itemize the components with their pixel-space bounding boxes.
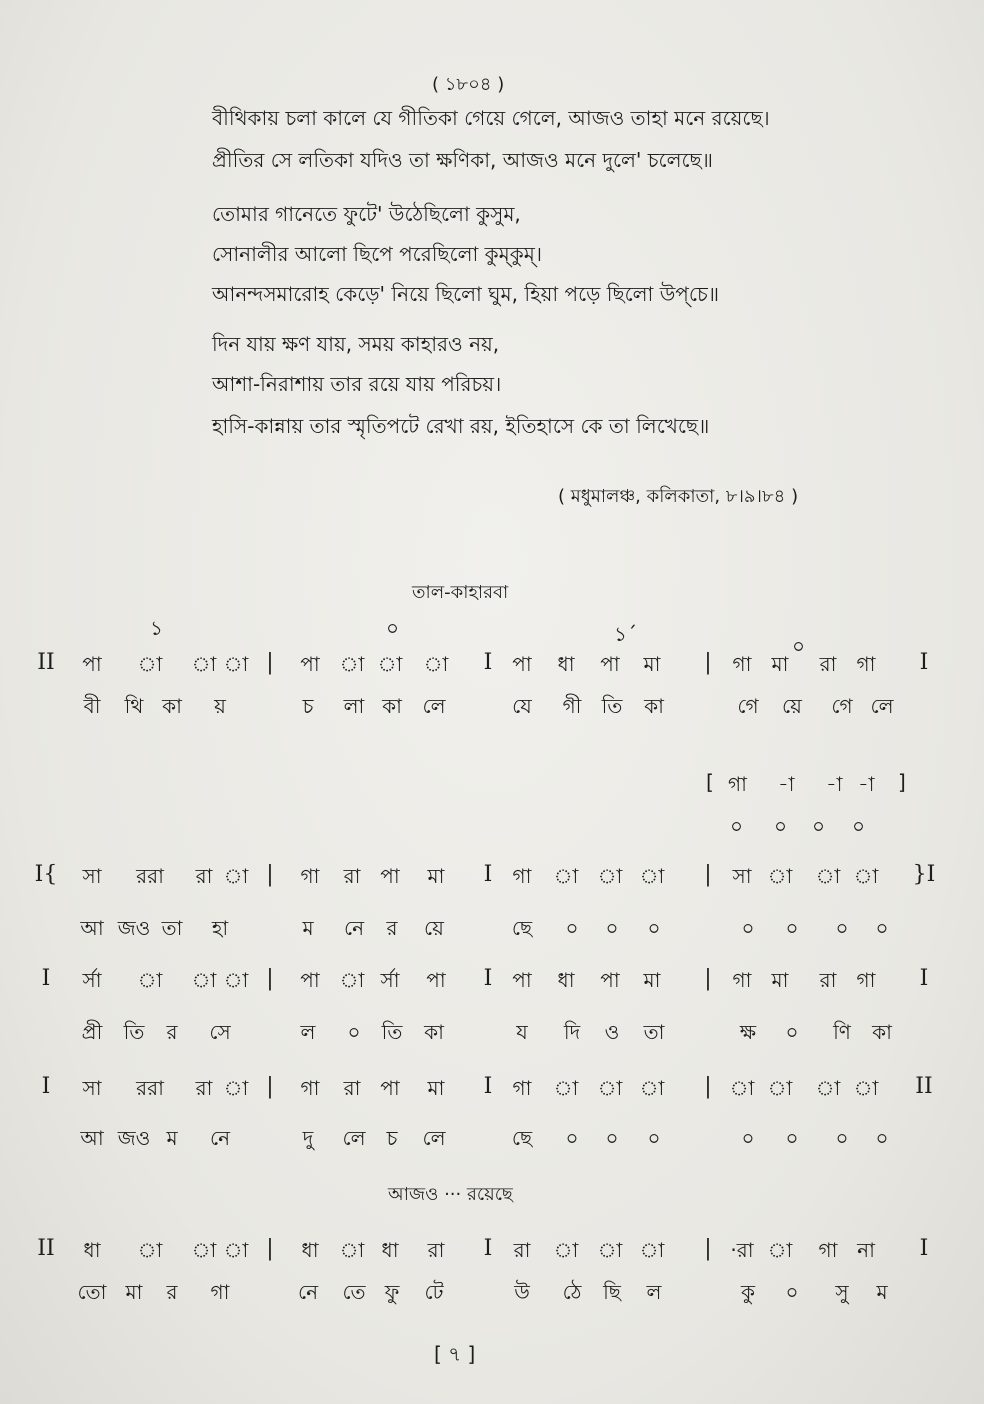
swara: রা <box>195 1076 213 1100</box>
swara: া <box>815 864 841 888</box>
lyric-syllable: যে <box>512 694 532 718</box>
lyric-syllable: চ <box>302 694 314 718</box>
swara: সা <box>82 1076 102 1100</box>
swara: রা <box>195 864 213 888</box>
swara: ধা <box>83 1238 101 1262</box>
swara: ধা <box>381 1238 399 1262</box>
line4-lyric-row <box>0 1124 984 1158</box>
lyric-syllable: ম <box>166 1126 178 1150</box>
swara: গা <box>300 1076 320 1100</box>
swara: া <box>597 1238 623 1262</box>
poem-line: আনন্দসমারোহ কেড়ে' নিয়ে ছিলো ঘুম, হিয়া পড়ে ছিলো উপ্‌চে॥ <box>212 282 720 306</box>
lyric-syllable: কা <box>872 1020 892 1044</box>
song-number: ( ১৮০৪ ) <box>432 74 505 95</box>
swara: া <box>191 1238 217 1262</box>
swara: গা <box>732 652 752 676</box>
bar-line: | <box>266 1236 274 1261</box>
lyric-syllable: ছি <box>603 1280 621 1304</box>
lyric-syllable: গা <box>210 1280 230 1304</box>
taal-mark-1: ১ <box>150 616 163 640</box>
lyric-syllable: গী <box>562 694 582 718</box>
lyric-syllable: ০ <box>741 1126 755 1150</box>
swara: া <box>815 1076 841 1100</box>
swara: া <box>339 968 365 992</box>
lyric-syllable: ০ <box>875 1126 889 1150</box>
lyric-syllable: নে <box>343 916 365 940</box>
lyric-syllable: নে <box>209 1126 231 1150</box>
line3-swara-row <box>0 966 984 1000</box>
swara: া <box>597 864 623 888</box>
taal-mark-3: ১´ <box>614 622 637 646</box>
lyric-syllable: কা <box>162 694 182 718</box>
swara: া <box>377 652 403 676</box>
refrain: আজও ··· রয়েছে <box>388 1184 513 1205</box>
bar-line: I <box>919 1236 929 1261</box>
swara: মা <box>427 1076 445 1100</box>
lyric-syllable: য় <box>214 694 226 718</box>
lyric-syllable: সে <box>209 1020 231 1044</box>
swara: া <box>137 652 163 676</box>
bar-line: | <box>704 862 712 887</box>
lyric-syllable: গে <box>737 694 759 718</box>
swara: া <box>729 1076 755 1100</box>
lyric-syllable: ০ <box>835 916 849 940</box>
lyric-syllable: আ <box>80 916 104 940</box>
lyric-syllable: ০ <box>785 1020 799 1044</box>
lyric-syllable: জও <box>117 916 151 940</box>
taal-mark-2: ০ <box>386 616 400 640</box>
swara: গা <box>732 968 752 992</box>
swara: পা <box>300 968 320 992</box>
swara: া <box>223 1238 249 1262</box>
bar-line: | <box>266 1074 274 1099</box>
lyric-syllable: তি <box>123 1020 145 1044</box>
swara: া <box>767 864 793 888</box>
lyric-syllable: লে <box>422 694 446 718</box>
alt-lyric: ০ <box>730 814 744 838</box>
lyric-syllable: য <box>516 1020 528 1044</box>
swara: মা <box>427 864 445 888</box>
bar-line: I <box>483 862 493 887</box>
bar-line: II <box>37 650 55 675</box>
bar-line: }I <box>912 862 936 887</box>
lyric-syllable: লে <box>422 1126 446 1150</box>
bar-line: | <box>266 862 274 887</box>
swara: গা <box>818 1238 838 1262</box>
swara: া <box>339 652 365 676</box>
line2-lyric-row <box>0 914 984 948</box>
swara: গা <box>300 864 320 888</box>
swara: ধা <box>557 968 575 992</box>
swara: রা <box>343 1076 361 1100</box>
swara: রা <box>343 864 361 888</box>
lyric-syllable: সু <box>835 1280 849 1304</box>
swara: র্সা <box>380 968 400 992</box>
lyric-syllable: কা <box>644 694 664 718</box>
lyric-syllable: র <box>386 916 398 940</box>
taal-title: তাল-কাহারবা <box>412 582 509 603</box>
swara: া <box>553 1076 579 1100</box>
swara: া <box>553 864 579 888</box>
lyric-syllable: তা <box>161 916 183 940</box>
lyric-syllable: চ <box>386 1126 398 1150</box>
lyric-syllable: ০ <box>565 1126 579 1150</box>
poem-line: আশা-নিরাশায় তার রয়ে যায় পরিচয়। <box>212 372 502 396</box>
swara: া <box>767 1076 793 1100</box>
lyric-syllable: টে <box>424 1280 444 1304</box>
poem-line: হাসি-কান্নায় তার স্মৃতিপটে রেখা রয়, ইতিহাসে কে তা লিখেছে॥ <box>212 414 710 438</box>
alt-lyric: ০ <box>774 814 788 838</box>
lyric-syllable: ছে <box>511 916 533 940</box>
lyric-syllable: থি <box>124 694 144 718</box>
lyric-syllable: ০ <box>565 916 579 940</box>
taal-mark-4: ০ <box>792 634 806 658</box>
bar-line: | <box>704 650 712 675</box>
swara: ররা <box>136 1076 164 1100</box>
swara: া <box>639 1238 665 1262</box>
lyric-syllable: তো <box>77 1280 107 1304</box>
lyric-syllable: বী <box>83 694 101 718</box>
lyric-syllable: দু <box>302 1126 314 1150</box>
swara: সা <box>732 864 752 888</box>
lyric-syllable: ছে <box>511 1126 533 1150</box>
swara: মা <box>643 652 661 676</box>
alt-lyric: ০ <box>812 814 826 838</box>
bar-line: | <box>266 966 274 991</box>
swara: া <box>553 1238 579 1262</box>
lyric-syllable: উ <box>514 1280 530 1304</box>
bar-line: II <box>915 1074 933 1099</box>
lyric-syllable: ক্ষ <box>739 1020 757 1044</box>
bar-line: I <box>483 1236 493 1261</box>
swara: ·রা <box>730 1238 754 1262</box>
lyric-syllable: ০ <box>741 916 755 940</box>
alt-swara: -া <box>826 772 843 796</box>
lyric-syllable: নে <box>297 1280 319 1304</box>
lyric-syllable: য়ে <box>424 916 444 940</box>
line5-lyric-row <box>0 1278 984 1312</box>
lyric-syllable: জও <box>117 1126 151 1150</box>
swara: পা <box>426 968 446 992</box>
lyric-syllable: তি <box>601 694 623 718</box>
lyric-syllable: লা <box>343 694 365 718</box>
poem-line: প্রীতির সে লতিকা যদিও তা ক্ষণিকা, আজও মনে দুলে' চলেছে॥ <box>212 148 713 172</box>
lyric-syllable: ল <box>300 1020 316 1044</box>
bar-line: I <box>919 650 929 675</box>
lyric-syllable: ণি <box>833 1020 851 1044</box>
swara: ররা <box>136 864 164 888</box>
bar-line: | <box>704 1074 712 1099</box>
swara: া <box>191 968 217 992</box>
bar-line: I <box>41 966 51 991</box>
swara: মা <box>771 968 789 992</box>
lyric-syllable: ০ <box>647 1126 661 1150</box>
lyric-syllable: র <box>166 1020 178 1044</box>
lyric-syllable: ও <box>604 1020 620 1044</box>
lyric-syllable: আ <box>80 1126 104 1150</box>
bar-line: | <box>704 1236 712 1261</box>
swara: গা <box>512 1076 532 1100</box>
lyric-syllable: হা <box>211 916 229 940</box>
alt-swara: গা <box>728 772 747 796</box>
swara: মা <box>643 968 661 992</box>
swara: া <box>339 1238 365 1262</box>
lyric-syllable: ০ <box>647 916 661 940</box>
swara: া <box>423 652 449 676</box>
swara: পা <box>600 968 620 992</box>
alt-swara: -া <box>778 772 795 796</box>
swara: রা <box>427 1238 445 1262</box>
poem-line: তোমার গানেতে ফুটে' উঠেছিলো কুসুম, <box>212 202 521 226</box>
swara: া <box>223 968 249 992</box>
swara: া <box>767 1238 793 1262</box>
lyric-syllable: ০ <box>835 1126 849 1150</box>
lyric-syllable: র <box>166 1280 178 1304</box>
swara: া <box>223 652 249 676</box>
swara: রা <box>819 652 837 676</box>
lyric-syllable: কু <box>741 1280 755 1304</box>
swara: গা <box>512 864 532 888</box>
lyric-syllable: গে <box>831 694 853 718</box>
lyric-syllable: মা <box>125 1280 143 1304</box>
swara: পা <box>600 652 620 676</box>
lyric-syllable: ০ <box>347 1020 361 1044</box>
swara: া <box>597 1076 623 1100</box>
bar-line: I{ <box>34 862 58 887</box>
lyric-syllable: ঠে <box>562 1280 582 1304</box>
swara: ধা <box>557 652 575 676</box>
swara: পা <box>380 864 400 888</box>
swara: মা <box>771 652 789 676</box>
swara: া <box>223 864 249 888</box>
swara: র্সা <box>82 968 102 992</box>
lyric-syllable: তে <box>342 1280 366 1304</box>
swara: া <box>639 1076 665 1100</box>
line1-swara-row <box>0 650 984 684</box>
lyric-syllable: ০ <box>875 916 889 940</box>
lyric-syllable: ল <box>646 1280 662 1304</box>
lyric-syllable: দি <box>563 1020 581 1044</box>
line2-swara-row <box>0 862 984 896</box>
swara: সা <box>82 864 102 888</box>
alt-swara: -া <box>858 772 875 796</box>
swara: রা <box>513 1238 531 1262</box>
swara: পা <box>512 652 532 676</box>
poem-line: বীথিকায় চলা কালে যে গীতিকা গেয়ে গেলে, আজও তাহা মনে রয়েছে। <box>212 106 770 130</box>
bar-line: I <box>483 650 493 675</box>
lyric-syllable: ০ <box>785 1126 799 1150</box>
swara: পা <box>82 652 102 676</box>
lyric-syllable: ০ <box>605 1126 619 1150</box>
swara: া <box>137 968 163 992</box>
poem-line: সোনালীর আলো ছিপে পরেছিলো কুম্‌কুম্‌। <box>212 242 542 266</box>
lyric-syllable: কা <box>424 1020 444 1044</box>
bar-line: I <box>919 966 929 991</box>
line5-swara-row <box>0 1236 984 1270</box>
bar-line: II <box>37 1236 55 1261</box>
lyric-syllable: তা <box>643 1020 665 1044</box>
lyric-syllable: ০ <box>605 916 619 940</box>
swara: গা <box>856 652 876 676</box>
swara: রা <box>819 968 837 992</box>
poem-line: দিন যায় ক্ষণ যায়, সময় কাহারও নয়, <box>212 332 500 356</box>
lyric-syllable: তি <box>381 1020 403 1044</box>
lyric-syllable: লে <box>342 1126 366 1150</box>
line4-swara-row <box>0 1074 984 1108</box>
lyric-syllable: ফু <box>384 1280 400 1304</box>
swara: না <box>857 1238 875 1262</box>
lyric-syllable: ০ <box>785 1280 799 1304</box>
alt-bracket-open: [ <box>706 770 714 794</box>
lyric-syllable: য়ে <box>782 694 802 718</box>
alt-lyric: ০ <box>852 814 866 838</box>
lyric-syllable: লে <box>870 694 894 718</box>
swara: া <box>853 1076 879 1100</box>
bar-line: I <box>483 1074 493 1099</box>
swara: া <box>639 864 665 888</box>
swara: পা <box>380 1076 400 1100</box>
swara: ধা <box>301 1238 319 1262</box>
page-number: [ ৭ ] <box>434 1342 476 1366</box>
swara: পা <box>300 652 320 676</box>
alt-bracket-close: ] <box>898 770 906 794</box>
lyric-syllable: কা <box>382 694 402 718</box>
line1-lyric-row <box>0 692 984 726</box>
lyric-syllable: ০ <box>785 916 799 940</box>
swara: া <box>223 1076 249 1100</box>
swara: পা <box>512 968 532 992</box>
lyric-syllable: ম <box>876 1280 888 1304</box>
source-note: ( মধুমালঞ্চ, কলিকাতা, ৮।৯।৮৪ ) <box>558 486 799 507</box>
swara: া <box>191 652 217 676</box>
lyric-syllable: প্রী <box>81 1020 103 1044</box>
swara: গা <box>856 968 876 992</box>
bar-line: I <box>483 966 493 991</box>
bar-line: | <box>704 966 712 991</box>
lyric-syllable: ম <box>302 916 314 940</box>
bar-line: | <box>266 650 274 675</box>
line3-lyric-row <box>0 1018 984 1052</box>
swara: া <box>137 1238 163 1262</box>
bar-line: I <box>41 1074 51 1099</box>
swara: া <box>853 864 879 888</box>
